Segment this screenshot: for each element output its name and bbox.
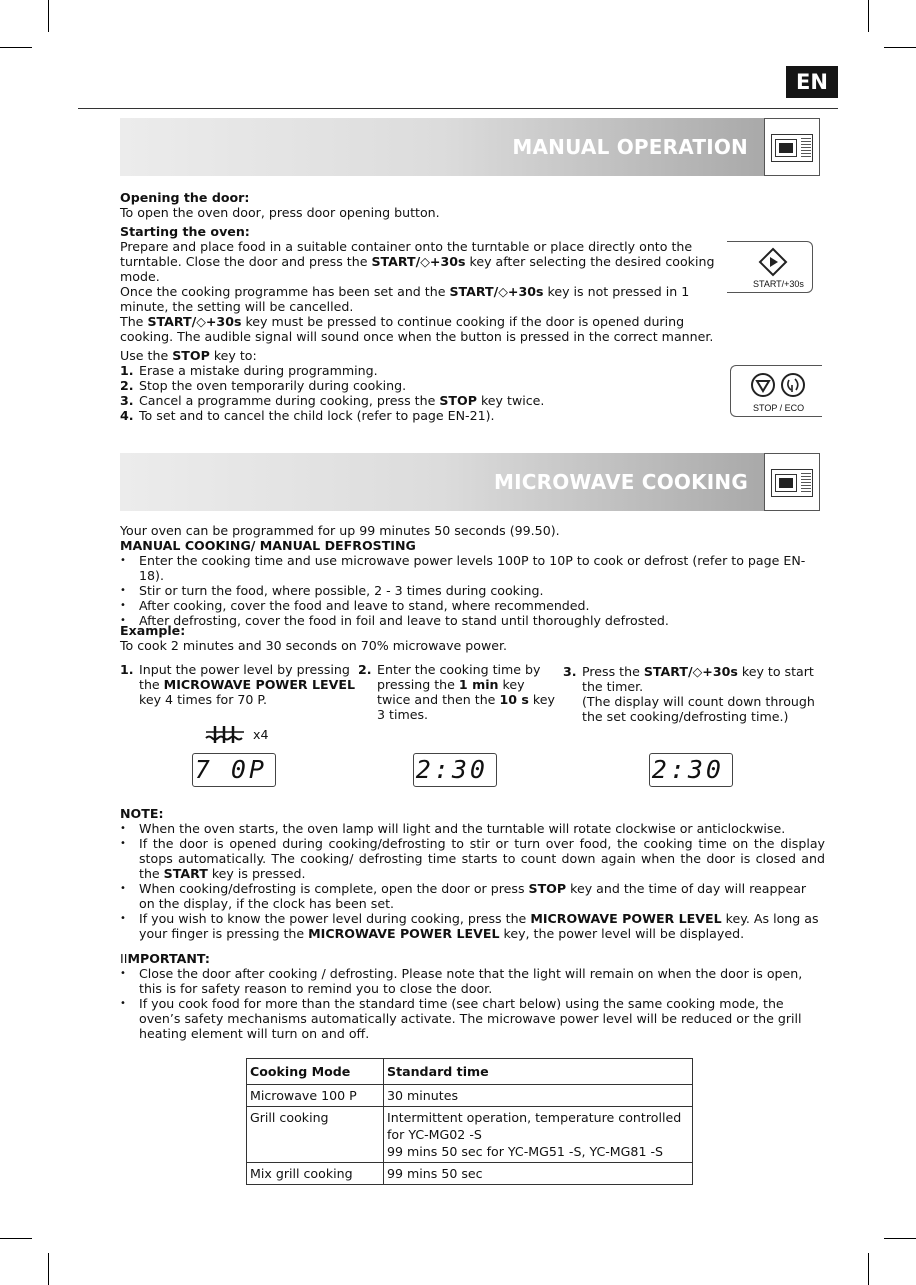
start-paragraph-1: Prepare and place food in a suitable container onto the turntable or place directly onto the turntable. Close the door and press the START/◇+30s key after selecting the desired cooking mode. bbox=[120, 239, 715, 284]
important-list bbox=[120, 966, 825, 1041]
list-item: • If you cook food for more than the standard time (see chart below) using the same cooking mode, the oven’s safety mechanisms automatically activate. The microwave power level will be reduced or the grill heating element will turn on and off. bbox=[120, 996, 825, 1041]
table-cell: Mix grill cooking bbox=[247, 1163, 384, 1185]
example-text: To cook 2 minutes and 30 seconds on 70% microwave power. bbox=[120, 638, 508, 653]
section-banner-manual-operation bbox=[120, 118, 764, 176]
crop-mark bbox=[868, 1253, 869, 1285]
table-cell: Grill cooking bbox=[247, 1107, 384, 1163]
crop-mark bbox=[884, 47, 916, 48]
table-cell: Microwave 100 P bbox=[247, 1085, 384, 1107]
display-power-level: 7 0P bbox=[192, 753, 276, 787]
start-diamond-icon bbox=[757, 247, 789, 277]
list-item: • When cooking/defrosting is complete, open the door or press STOP key and the time of day will reappear on the display, if the clock has been set. bbox=[120, 881, 825, 911]
example-heading: Example: bbox=[120, 623, 186, 638]
table-row bbox=[247, 1163, 693, 1185]
microwave-oven-icon bbox=[764, 453, 820, 511]
standard-time-table bbox=[246, 1058, 693, 1185]
table-row bbox=[247, 1085, 693, 1107]
manual-cooking-list bbox=[120, 553, 825, 628]
note-heading: NOTE: bbox=[120, 806, 164, 821]
list-item: 2. Stop the oven temporarily during cooking. bbox=[120, 378, 407, 393]
opening-door-block bbox=[120, 190, 725, 220]
press-count: x4 bbox=[253, 727, 269, 742]
stop-eco-button-illustration bbox=[730, 365, 822, 417]
opening-heading: Opening the door: bbox=[120, 190, 250, 205]
microwave-oven-icon bbox=[764, 118, 820, 176]
start-paragraph-2: Once the cooking programme has been set and the START/◇+30s key is not pressed in 1 minute, the setting will be cancelled. bbox=[120, 284, 690, 314]
section-title: MICROWAVE COOKING bbox=[494, 470, 748, 494]
crop-mark bbox=[48, 0, 49, 32]
starting-oven-block bbox=[120, 224, 725, 344]
list-item: • Enter the cooking time and use microwave power levels 100P to 10P to cook or defrost (refer to page EN-18). bbox=[120, 553, 825, 583]
list-item: 4. To set and to cancel the child lock (refer to page EN-21). bbox=[120, 408, 495, 423]
microwave-intro bbox=[120, 523, 825, 553]
list-item: 1. Erase a mistake during programming. bbox=[120, 363, 378, 378]
table-header: Standard time bbox=[384, 1059, 693, 1085]
important-heading: IIMPORTANT: bbox=[120, 951, 210, 966]
display-countdown: 2:30 bbox=[649, 753, 733, 787]
intro-text: Your oven can be programmed for up 99 minutes 50 seconds (99.50). bbox=[120, 523, 560, 538]
crop-mark bbox=[0, 1238, 32, 1239]
crop-mark bbox=[868, 0, 869, 32]
start-button-label: START/+30s bbox=[753, 279, 804, 289]
list-item: • Close the door after cooking / defrosting. Please note that the light will remain on when the door is open, this is for safety reason to remind you to close the door. bbox=[120, 966, 825, 996]
table-cell: 30 minutes bbox=[384, 1085, 693, 1107]
table-cell: Intermittent operation, temperature controlled for YC-MG02 -S 99 mins 50 sec for YC-MG51 -S, YC-MG81 -S bbox=[384, 1107, 693, 1163]
start-paragraph-3: The START/◇+30s key must be pressed to continue cooking if the door is opened during cooking. The audible signal will sound once when the button is pressed in the correct manner. bbox=[120, 314, 714, 344]
table-header: Cooking Mode bbox=[247, 1059, 384, 1085]
table-row bbox=[247, 1107, 693, 1163]
list-item: • When the oven starts, the oven lamp will light and the turntable will rotate clockwise or anticlockwise. bbox=[120, 821, 825, 836]
list-item: • If the door is opened during cooking/defrosting to stir or turn over food, the cooking time on the display stops automatically. The cooking/ defrosting time starts to count down again when the door is closed and the START key is pressed. bbox=[120, 836, 825, 881]
list-item: • If you wish to know the power level during cooking, press the MICROWAVE POWER LEVEL key. As long as your finger is pressing the MICROWAVE POWER LEVEL key, the power level will be displayed. bbox=[120, 911, 825, 941]
crop-mark bbox=[48, 1253, 49, 1285]
start-button-illustration bbox=[727, 241, 813, 293]
stop-icon bbox=[750, 372, 776, 398]
table-header-row bbox=[247, 1059, 693, 1085]
table-cell: 99 mins 50 sec bbox=[384, 1163, 693, 1185]
display-cooking-time: 2:30 bbox=[413, 753, 497, 787]
section-title: MANUAL OPERATION bbox=[512, 135, 748, 159]
section-banner-microwave-cooking bbox=[120, 453, 764, 511]
stop-eco-label: STOP / ECO bbox=[753, 403, 805, 413]
eco-icon bbox=[780, 372, 806, 398]
crop-mark bbox=[0, 47, 32, 48]
header-rule bbox=[78, 108, 838, 109]
stop-key-block bbox=[120, 348, 725, 423]
crop-mark bbox=[884, 1238, 916, 1239]
list-item: • After defrosting, cover the food in foil and leave to stand until thoroughly defrosted. bbox=[120, 613, 825, 628]
note-list bbox=[120, 821, 825, 941]
list-item: 3. Cancel a programme during cooking, press the STOP key twice. bbox=[120, 393, 545, 408]
power-level-icon bbox=[204, 723, 246, 745]
list-item: • After cooking, cover the food and leave to stand, where recommended. bbox=[120, 598, 825, 613]
example-block bbox=[120, 623, 825, 653]
manual-cooking-heading: MANUAL COOKING/ MANUAL DEFROSTING bbox=[120, 538, 416, 553]
starting-heading: Starting the oven: bbox=[120, 224, 250, 239]
language-badge: EN bbox=[786, 66, 838, 98]
opening-text: To open the oven door, press door opening button. bbox=[120, 205, 440, 220]
stop-intro: Use the STOP key to: bbox=[120, 348, 257, 363]
list-item: • Stir or turn the food, where possible, 2 - 3 times during cooking. bbox=[120, 583, 825, 598]
